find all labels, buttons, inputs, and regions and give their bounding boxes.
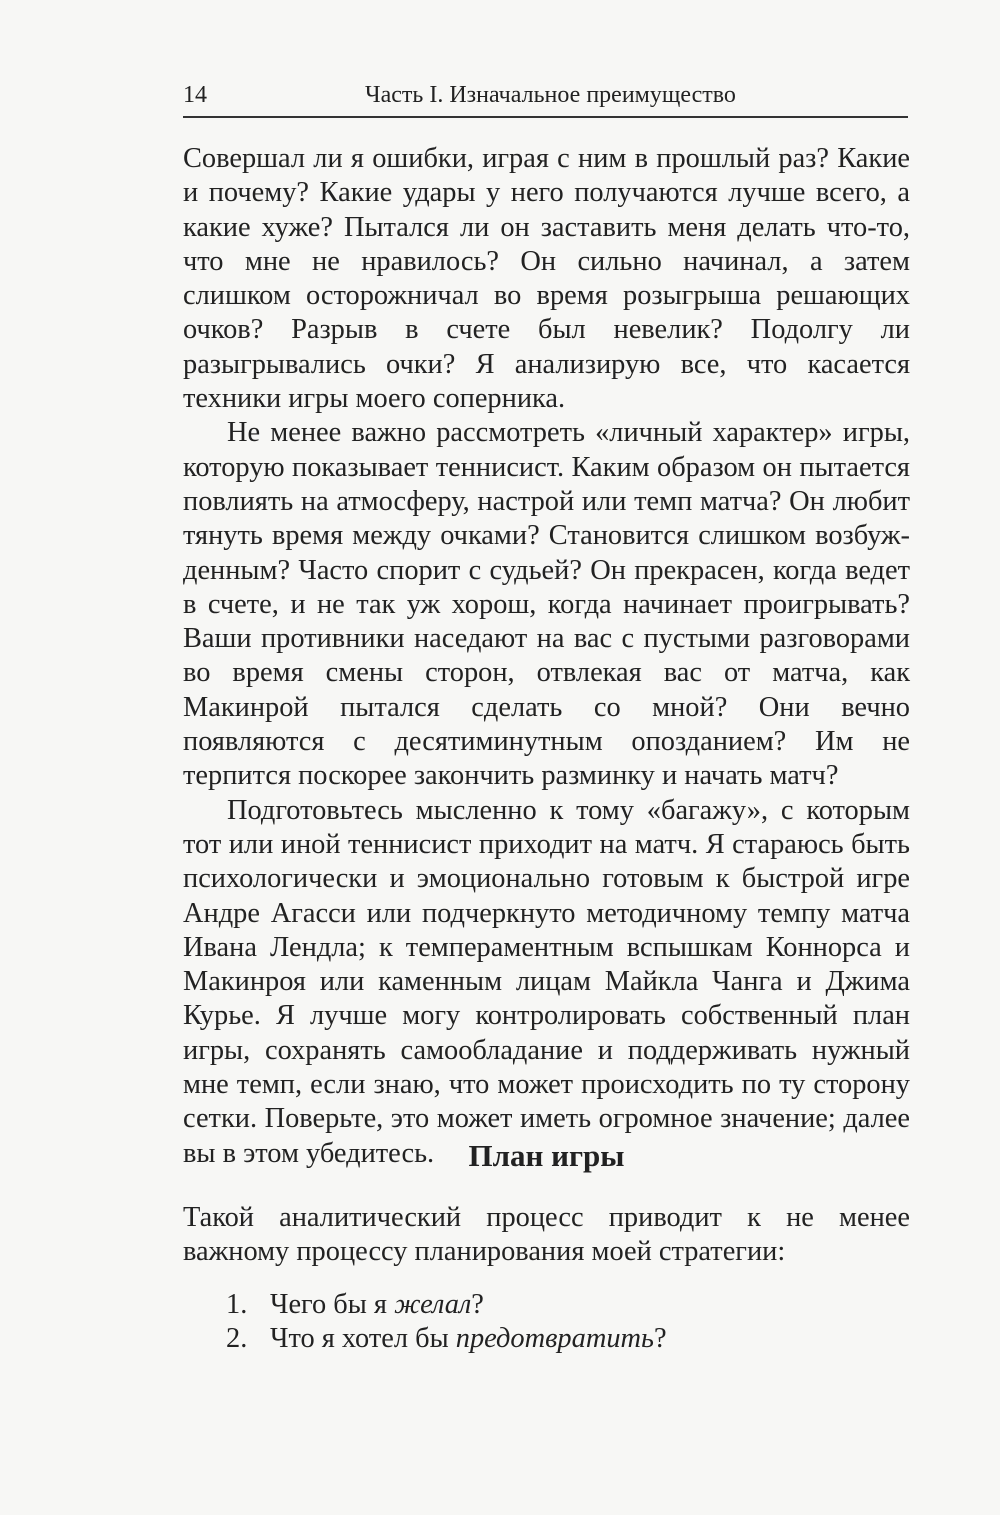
list-item-number: 1. — [226, 1289, 248, 1320]
list-item-text: Что я хотел бы предотвратить? — [270, 1323, 667, 1355]
list-item — [226, 1322, 906, 1356]
intro-paragraph: Такой аналитический процесс приводит к не менее важному процессу планирования моей стратегии: — [183, 1202, 910, 1268]
list-item-text: Чего бы я желал? — [270, 1289, 484, 1320]
list-item — [226, 1288, 906, 1322]
list-item-number: 2. — [226, 1323, 248, 1355]
question-list — [226, 1288, 906, 1357]
chapter-title: Часть I. Изначальное преимущество — [365, 82, 736, 108]
running-head — [183, 76, 908, 118]
body-text — [183, 142, 910, 1171]
list-item-emphasis: предотвратить — [455, 1323, 654, 1355]
page-number: 14 — [183, 82, 207, 108]
paragraph: Подготовьтесь мысленно к тому «багажу», с которым тот или иной теннисист приходит на матч. Я стараюсь быть психологически и эмоционально готовым к быстрой игре Андре Агасси или подчеркнуто методичному темпу матча Ивана Лендла; к темпераментным вспышкам Коннорса и Макинроя или каменным лицам Майкла Чанга и Джима Курье. Я лучше могу контролировать собственный план игры, сохранять самообладание и поддерживать нужный мне темп, если знаю, что может происходить по ту сторону сетки. Поверьте, это может иметь огромное значение; далее вы в этом убедитесь. — [183, 794, 910, 1169]
paragraph: Совершал ли я ошибки, играя с ним в прошлый раз? Какие и почему? Какие удары у него получаются лучше всего, а какие хуже? Пытался ли он заставить меня делать что-то, что мне не нравилось? Он сильно начинал, а затем слишком осторожничал во время розыгрыша решающих очков? Разрыв в счете был невелик? Подолгу ли разыгрывались очки? Я анализирую все, что касается техники игры моего соперника. — [183, 143, 910, 415]
list-item-emphasis: желал — [394, 1289, 472, 1320]
section-heading: План игры — [468, 1138, 625, 1173]
paragraph: Не менее важно рассмотреть «личный характер» игры, которую показывает теннисист. Каким образом он пытается повлиять на атмосферу, настрой или темп матча? Он любит тянуть время между очками? Становится слишком возбужденным? Часто спорит с судьей? Он прекрасен, когда ведет в счете, и не так уж хорош, когда начинает проигрывать? Ваши противники наседают на вас с пустыми разговорами во время смены сторон, отвлекая вас от матча, как Макинрой пытался сделать со мной? Они вечно появляются с десятиминутным опозданием? Им не терпится поскорее закончить разминку и начать матч? — [183, 417, 910, 792]
section-intro — [183, 1201, 910, 1270]
